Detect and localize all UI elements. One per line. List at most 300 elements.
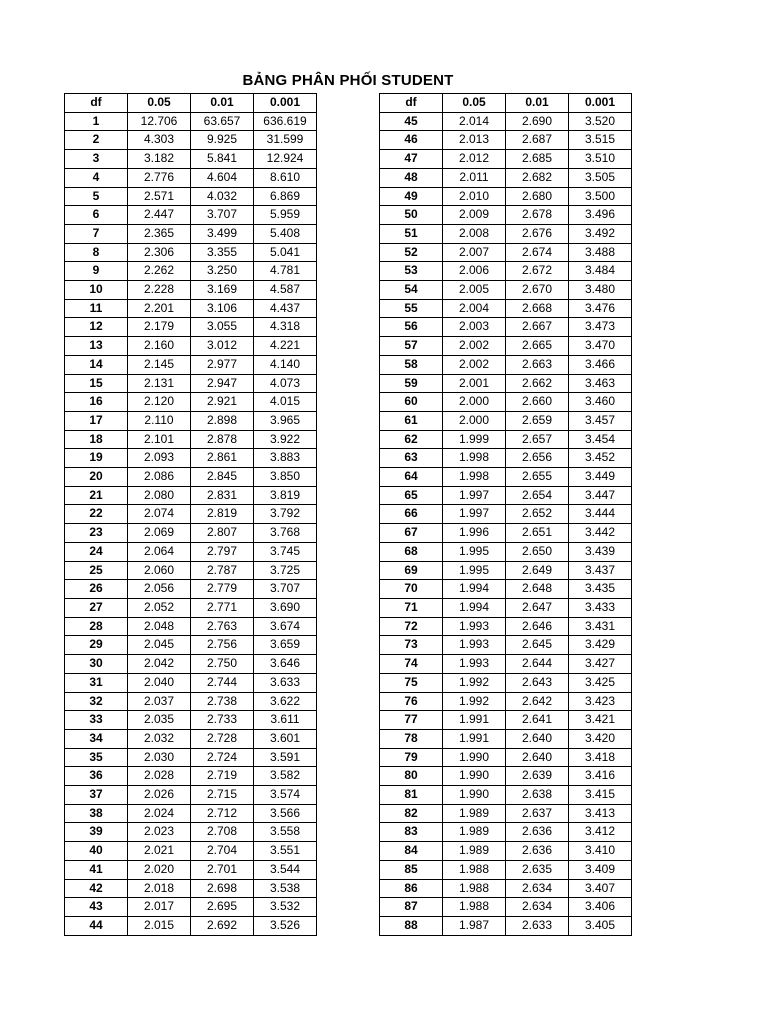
cell-p005: 1.995 [443,561,506,580]
cell-p001: 2.636 [506,842,569,861]
cell-p001: 2.676 [506,224,569,243]
cell-p005: 2.017 [128,898,191,917]
table-row [380,916,632,935]
cell-df: 7 [65,224,128,243]
cell-p005: 1.998 [443,468,506,487]
cell-p005: 2.201 [128,299,191,318]
cell-df: 69 [380,561,443,580]
cell-p001: 2.648 [506,580,569,599]
cell-p005: 1.990 [443,786,506,805]
table-row [65,842,317,861]
cell-p001: 4.604 [191,168,254,187]
cell-p005: 2.101 [128,430,191,449]
table-row [65,449,317,468]
table-row [380,337,632,356]
cell-p0001: 3.473 [569,318,632,337]
cell-p0001: 3.538 [254,879,317,898]
cell-p0001: 3.492 [569,224,632,243]
cell-df: 45 [380,112,443,131]
cell-df: 57 [380,337,443,356]
cell-p001: 2.680 [506,187,569,206]
cell-p001: 2.670 [506,281,569,300]
cell-p0001: 3.883 [254,449,317,468]
cell-p005: 1.987 [443,916,506,935]
table-row [65,729,317,748]
cell-p005: 4.303 [128,131,191,150]
table-row [65,150,317,169]
cell-p001: 2.659 [506,411,569,430]
table-row [380,786,632,805]
cell-df: 41 [65,860,128,879]
cell-df: 8 [65,243,128,262]
cell-p001: 2.656 [506,449,569,468]
cell-df: 51 [380,224,443,243]
cell-df: 44 [65,916,128,935]
cell-p0001: 4.073 [254,374,317,393]
cell-df: 48 [380,168,443,187]
cell-p005: 1.990 [443,748,506,767]
cell-p001: 3.355 [191,243,254,262]
table-row [65,655,317,674]
cell-p0001: 3.574 [254,786,317,805]
cell-p005: 2.306 [128,243,191,262]
cell-df: 61 [380,411,443,430]
cell-p0001: 3.435 [569,580,632,599]
cell-p0001: 4.140 [254,355,317,374]
table-row [380,542,632,561]
cell-df: 86 [380,879,443,898]
table-header-row [65,94,317,113]
table-row [65,206,317,225]
cell-df: 4 [65,168,128,187]
cell-p0001: 3.922 [254,430,317,449]
cell-p005: 2.131 [128,374,191,393]
cell-p0001: 3.463 [569,374,632,393]
table-row [65,505,317,524]
cell-p0001: 6.869 [254,187,317,206]
cell-p001: 2.637 [506,804,569,823]
cell-p001: 2.644 [506,655,569,674]
table-row [65,281,317,300]
cell-p005: 2.052 [128,598,191,617]
cell-p001: 2.708 [191,823,254,842]
table-row [380,804,632,823]
cell-p005: 1.991 [443,729,506,748]
cell-p005: 2.015 [128,916,191,935]
cell-p001: 2.649 [506,561,569,580]
cell-p001: 2.668 [506,299,569,318]
cell-p005: 2.365 [128,224,191,243]
table-row [380,150,632,169]
cell-p001: 2.678 [506,206,569,225]
cell-p005: 2.040 [128,673,191,692]
cell-p005: 2.042 [128,655,191,674]
cell-p005: 2.000 [443,411,506,430]
cell-df: 36 [65,767,128,786]
table-row [65,337,317,356]
cell-p005: 2.010 [443,187,506,206]
cell-p0001: 3.690 [254,598,317,617]
cell-p001: 2.667 [506,318,569,337]
cell-p0001: 3.460 [569,393,632,412]
table-row [380,823,632,842]
cell-df: 32 [65,692,128,711]
cell-p001: 2.787 [191,561,254,580]
cell-p0001: 4.015 [254,393,317,412]
table-row [380,636,632,655]
cell-p001: 2.831 [191,486,254,505]
cell-p001: 3.106 [191,299,254,318]
cell-p005: 2.021 [128,842,191,861]
cell-p005: 2.035 [128,711,191,730]
cell-p0001: 3.659 [254,636,317,655]
table-row [380,187,632,206]
cell-df: 77 [380,711,443,730]
cell-p0001: 3.413 [569,804,632,823]
table-row [380,486,632,505]
table-row [65,131,317,150]
cell-p005: 2.571 [128,187,191,206]
cell-p005: 2.026 [128,786,191,805]
cell-p001: 2.771 [191,598,254,617]
cell-df: 80 [380,767,443,786]
cell-p001: 3.250 [191,262,254,281]
cell-p005: 2.024 [128,804,191,823]
table-row [380,262,632,281]
table-row [65,524,317,543]
table-row [65,299,317,318]
cell-p005: 1.988 [443,879,506,898]
cell-df: 53 [380,262,443,281]
cell-p001: 2.655 [506,468,569,487]
cell-df: 79 [380,748,443,767]
cell-p001: 2.763 [191,617,254,636]
table-row [380,206,632,225]
cell-df: 66 [380,505,443,524]
cell-p005: 2.160 [128,337,191,356]
cell-p0001: 3.500 [569,187,632,206]
table-row [380,617,632,636]
table-row [65,393,317,412]
cell-p001: 2.645 [506,636,569,655]
cell-p0001: 3.416 [569,767,632,786]
table-row [65,224,317,243]
cell-df: 9 [65,262,128,281]
cell-df: 73 [380,636,443,655]
table-row [380,411,632,430]
cell-p001: 2.642 [506,692,569,711]
cell-p0001: 3.520 [569,112,632,131]
table-row [380,655,632,674]
cell-p0001: 3.646 [254,655,317,674]
cell-p001: 4.032 [191,187,254,206]
cell-p001: 2.633 [506,916,569,935]
column-header-0.05: 0.05 [443,94,506,113]
cell-p005: 1.999 [443,430,506,449]
table-row [380,449,632,468]
cell-df: 28 [65,617,128,636]
table-row [65,786,317,805]
cell-p005: 2.030 [128,748,191,767]
cell-df: 55 [380,299,443,318]
cell-p0001: 3.415 [569,786,632,805]
cell-p0001: 3.412 [569,823,632,842]
cell-p0001: 3.819 [254,486,317,505]
cell-p005: 2.037 [128,692,191,711]
cell-df: 10 [65,281,128,300]
cell-p001: 3.499 [191,224,254,243]
table-row [65,355,317,374]
cell-p001: 2.635 [506,860,569,879]
cell-p005: 2.011 [443,168,506,187]
cell-p0001: 3.515 [569,131,632,150]
cell-p001: 2.634 [506,898,569,917]
cell-p005: 2.032 [128,729,191,748]
cell-p0001: 3.421 [569,711,632,730]
cell-p005: 2.262 [128,262,191,281]
cell-p0001: 3.447 [569,486,632,505]
table-row [65,112,317,131]
column-header-0.001: 0.001 [254,94,317,113]
table-row [65,748,317,767]
cell-df: 56 [380,318,443,337]
cell-df: 16 [65,393,128,412]
cell-df: 15 [65,374,128,393]
cell-df: 40 [65,842,128,861]
cell-df: 24 [65,542,128,561]
table-row [65,617,317,636]
cell-p001: 2.728 [191,729,254,748]
table-row [65,598,317,617]
cell-df: 31 [65,673,128,692]
cell-p005: 2.179 [128,318,191,337]
cell-p005: 2.009 [443,206,506,225]
cell-df: 30 [65,655,128,674]
cell-p001: 2.662 [506,374,569,393]
cell-df: 81 [380,786,443,805]
cell-p001: 2.646 [506,617,569,636]
cell-p0001: 3.566 [254,804,317,823]
table-row [380,524,632,543]
table-row [65,187,317,206]
cell-p005: 2.074 [128,505,191,524]
table-row [65,580,317,599]
t-table-left [64,93,317,936]
table-row [65,673,317,692]
cell-df: 68 [380,542,443,561]
cell-df: 74 [380,655,443,674]
cell-p0001: 4.587 [254,281,317,300]
cell-p0001: 3.532 [254,898,317,917]
cell-df: 17 [65,411,128,430]
cell-p001: 2.674 [506,243,569,262]
cell-p0001: 4.781 [254,262,317,281]
table-row [65,879,317,898]
cell-p005: 2.028 [128,767,191,786]
table-header-row [380,94,632,113]
cell-p005: 2.120 [128,393,191,412]
table-row [65,262,317,281]
table-row [380,281,632,300]
cell-p001: 2.665 [506,337,569,356]
cell-p005: 2.001 [443,374,506,393]
cell-p005: 2.008 [443,224,506,243]
cell-df: 78 [380,729,443,748]
cell-p005: 2.005 [443,281,506,300]
cell-p0001: 5.408 [254,224,317,243]
table-row [65,898,317,917]
cell-p005: 1.995 [443,542,506,561]
cell-p001: 2.695 [191,898,254,917]
cell-p005: 1.989 [443,842,506,861]
table-row [380,580,632,599]
cell-p005: 12.706 [128,112,191,131]
cell-p0001: 3.558 [254,823,317,842]
cell-df: 60 [380,393,443,412]
cell-p001: 2.797 [191,542,254,561]
cell-df: 85 [380,860,443,879]
cell-p0001: 3.466 [569,355,632,374]
table-row [380,879,632,898]
table-row [380,131,632,150]
cell-df: 21 [65,486,128,505]
table-row [65,374,317,393]
column-header-df: df [380,94,443,113]
cell-df: 6 [65,206,128,225]
cell-p001: 2.690 [506,112,569,131]
cell-p005: 1.996 [443,524,506,543]
cell-p001: 2.715 [191,786,254,805]
cell-p001: 2.641 [506,711,569,730]
cell-p001: 2.724 [191,748,254,767]
cell-p001: 2.682 [506,168,569,187]
cell-p005: 2.014 [443,112,506,131]
column-header-0.001: 0.001 [569,94,632,113]
cell-p001: 2.660 [506,393,569,412]
cell-p005: 1.997 [443,505,506,524]
cell-p0001: 3.544 [254,860,317,879]
cell-df: 35 [65,748,128,767]
table-row [65,468,317,487]
cell-p0001: 3.496 [569,206,632,225]
cell-p001: 2.921 [191,393,254,412]
cell-df: 87 [380,898,443,917]
cell-p0001: 3.510 [569,150,632,169]
cell-p005: 1.992 [443,692,506,711]
cell-p005: 1.994 [443,598,506,617]
cell-p001: 2.779 [191,580,254,599]
cell-p005: 2.002 [443,337,506,356]
cell-p005: 2.060 [128,561,191,580]
cell-df: 33 [65,711,128,730]
table-row [65,318,317,337]
cell-p0001: 5.041 [254,243,317,262]
cell-p005: 2.007 [443,243,506,262]
cell-p005: 2.093 [128,449,191,468]
table-row [65,243,317,262]
cell-df: 37 [65,786,128,805]
page-title: BẢNG PHÂN PHỐI STUDENT [242,72,454,89]
cell-p001: 2.685 [506,150,569,169]
cell-p005: 2.145 [128,355,191,374]
cell-df: 14 [65,355,128,374]
cell-p0001: 3.437 [569,561,632,580]
cell-df: 3 [65,150,128,169]
cell-p001: 2.712 [191,804,254,823]
cell-p0001: 3.405 [569,916,632,935]
cell-df: 22 [65,505,128,524]
table-row [65,486,317,505]
cell-df: 75 [380,673,443,692]
cell-df: 39 [65,823,128,842]
cell-p0001: 3.484 [569,262,632,281]
cell-df: 43 [65,898,128,917]
cell-df: 27 [65,598,128,617]
cell-p001: 2.947 [191,374,254,393]
cell-p001: 2.845 [191,468,254,487]
cell-df: 46 [380,131,443,150]
cell-df: 20 [65,468,128,487]
table-row [380,561,632,580]
cell-p001: 2.640 [506,748,569,767]
column-header-0.01: 0.01 [506,94,569,113]
cell-p005: 2.012 [443,150,506,169]
cell-p0001: 3.457 [569,411,632,430]
cell-p005: 2.000 [443,393,506,412]
cell-p005: 1.990 [443,767,506,786]
table-row [380,860,632,879]
cell-p0001: 3.480 [569,281,632,300]
cell-p005: 3.182 [128,150,191,169]
cell-df: 13 [65,337,128,356]
cell-p001: 2.744 [191,673,254,692]
cell-p005: 2.228 [128,281,191,300]
cell-p005: 2.004 [443,299,506,318]
table-row [65,767,317,786]
cell-p0001: 3.454 [569,430,632,449]
cell-p001: 2.719 [191,767,254,786]
cell-df: 82 [380,804,443,823]
cell-p005: 2.006 [443,262,506,281]
cell-p0001: 3.850 [254,468,317,487]
cell-df: 63 [380,449,443,468]
column-header-0.01: 0.01 [191,94,254,113]
cell-p001: 2.861 [191,449,254,468]
table-row [380,468,632,487]
cell-p005: 2.110 [128,411,191,430]
table-row [380,355,632,374]
cell-p001: 2.701 [191,860,254,879]
cell-p001: 2.692 [191,916,254,935]
cell-p005: 1.989 [443,823,506,842]
cell-p001: 2.638 [506,786,569,805]
cell-p005: 2.776 [128,168,191,187]
table-row [380,393,632,412]
cell-p005: 2.086 [128,468,191,487]
cell-p005: 1.988 [443,898,506,917]
cell-p005: 2.013 [443,131,506,150]
cell-df: 76 [380,692,443,711]
table-row [380,168,632,187]
cell-df: 34 [65,729,128,748]
table-row [65,430,317,449]
table-row [65,561,317,580]
table-row [65,823,317,842]
table-row [65,860,317,879]
cell-p001: 2.750 [191,655,254,674]
cell-df: 64 [380,468,443,487]
table-row [65,542,317,561]
